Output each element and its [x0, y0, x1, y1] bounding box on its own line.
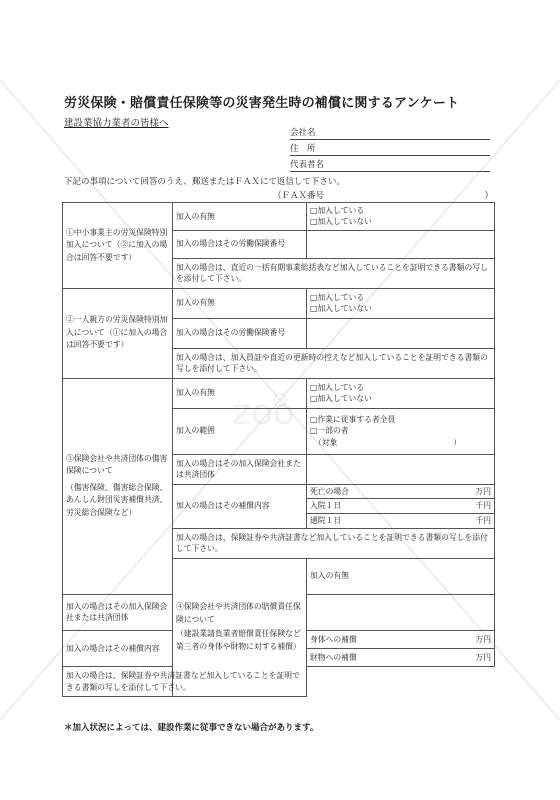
section-1-number-question: 加入の場合はその労働保険番号 — [173, 230, 307, 258]
section-1-number-field[interactable] — [307, 230, 495, 258]
section-4-company-question: 加入の場合はその加入保険会社または共済団体 — [63, 594, 173, 630]
section-2-number-field[interactable] — [307, 318, 495, 348]
section-3-scope-target[interactable] — [310, 437, 491, 448]
section-4-benefit-property-label: 財物への補償 — [310, 652, 357, 662]
section-3-benefit-death-unit: 万円 — [475, 487, 491, 497]
signature-address-label: 住 所 — [290, 144, 316, 154]
section-1-option-enrolled[interactable]: □加入している — [310, 206, 365, 215]
section-2-label: ②一人親方の労災保険特別加入について（①に加入の場合は回答不要です） — [63, 288, 173, 378]
section-1-label: ①中小事業主の労災保険特別加入について（②に加入の場合は回答不要です） — [63, 203, 173, 289]
section-3-enroll-options — [307, 378, 495, 408]
section-4-benefits — [307, 630, 495, 667]
section-3-scope-target-close: ） — [453, 437, 461, 447]
section-3-scope-options — [307, 408, 495, 454]
section-3-benefit-death-label: 死亡の場合 — [310, 487, 349, 497]
section-4-benefit-body[interactable] — [307, 631, 494, 649]
section-3-benefits — [307, 484, 495, 528]
section-1-enroll-options — [307, 203, 495, 231]
section-4-label: ④保険会社や共済団体の賠償責任保険について — [176, 602, 301, 624]
signature-representative-label: 代表者名 — [290, 160, 325, 170]
section-3-benefit-hospital-unit: 千円 — [475, 501, 491, 511]
section-3-benefit-outpatient-label: 通院１日 — [310, 515, 342, 525]
section-4-benefit-property[interactable] — [307, 649, 494, 666]
section-3-scope-question: 加入の範囲 — [173, 408, 307, 454]
section-1-option-not-enrolled[interactable]: □加入していない — [310, 217, 372, 227]
section-3-company-question: 加入の場合はその加入保険会社または共済団体 — [173, 454, 307, 484]
survey-form-table — [62, 202, 495, 697]
section-3-scope-target-label: （対象 — [314, 437, 338, 447]
section-3-label-note: （傷害保険、傷害総合保険、あんしん財団災害補償共済、労災総合保険など） — [66, 482, 168, 517]
signature-company-label: 会社名 — [290, 128, 316, 138]
signature-representative-line — [290, 159, 490, 172]
section-3-scope-partial[interactable]: □一部の者 — [310, 426, 349, 436]
watermark-text: zoo — [232, 392, 295, 433]
section-4-benefit-body-unit: 万円 — [475, 634, 491, 644]
section-3-benefit-hospital[interactable] — [307, 499, 494, 513]
section-3-option-not-enrolled[interactable]: □加入していない — [310, 394, 372, 404]
signature-address-line — [290, 143, 490, 156]
section-3-benefit-hospital-label: 入院１日 — [310, 501, 342, 511]
section-3-content-question: 加入の場合はその補償内容 — [173, 484, 307, 528]
section-1-enroll-question: 加入の有無 — [173, 203, 307, 231]
section-2-option-not-enrolled[interactable]: □加入していない — [310, 304, 372, 314]
section-3-label: ③保険会社や共済団体の傷害保険について — [66, 453, 168, 476]
fax-number-line — [273, 189, 493, 201]
section-4-company-field[interactable] — [307, 594, 495, 630]
section-2-option-enrolled[interactable]: □加入している — [310, 292, 365, 302]
section-2-proof-note: 加入の場合は、加入員証や直近の更新時の控えなど加入していることを証明できる書類の写しを添付して下さい。 — [173, 348, 495, 378]
addressee: 建設業協力業者の皆様へ — [64, 118, 169, 129]
section-4-enroll-question: 加入の有無 — [307, 558, 495, 594]
section-2-number-question: 加入の場合はその労働保険番号 — [173, 318, 307, 348]
section-4-benefit-body-label: 身体への補償 — [310, 634, 357, 644]
fax-label: （ＦＡＸ番号 — [273, 191, 325, 201]
section-4-label-note: （建設業請負業者賠償責任保険など第三者の身体や財物に対する補償） — [176, 629, 301, 651]
section-4-content-question: 加入の場合はその補償内容 — [63, 630, 173, 667]
section-1-proof-note: 加入の場合は、直近の一括有期事業総括表など加入していることを証明できる書類の写しを添付して下さい。 — [173, 258, 495, 288]
section-3-company-field[interactable] — [307, 454, 495, 484]
document-title: 労災保険・賠償責任保険等の災害発生時の補償に関するアンケート — [64, 96, 460, 111]
intro-instruction: 下記の事項について回答のうえ、郵送またはＦＡＸにて返信して下さい。 — [64, 177, 345, 187]
section-3-option-enrolled[interactable]: □加入している — [310, 382, 365, 392]
section-3-benefit-outpatient[interactable] — [307, 514, 494, 527]
section-3-label-cell — [63, 378, 173, 594]
section-4-proof-note: 加入の場合は、保険証券や共済証書など加入していることを証明できる書類の写しを添付して下さい。 — [63, 667, 307, 697]
section-3-enroll-question: 加入の有無 — [173, 378, 307, 408]
section-3-proof-note: 加入の場合は、保険証券や共済証書など加入していることを証明できる書類の写しを添付して下さい。 — [173, 528, 495, 558]
signature-company-line — [290, 127, 490, 140]
section-4-benefit-property-unit: 万円 — [475, 652, 491, 662]
footer-note: ＊加入状況によっては、建設作業に従事できない場合があります。 — [64, 723, 319, 733]
fax-close: ） — [484, 191, 493, 201]
section-3-benefit-death[interactable] — [307, 485, 494, 499]
section-3-scope-all[interactable]: □作業に従事する者全員 — [310, 415, 396, 425]
section-3-benefit-outpatient-unit: 千円 — [475, 515, 491, 525]
section-2-enroll-question: 加入の有無 — [173, 288, 307, 318]
section-2-enroll-options — [307, 288, 495, 318]
